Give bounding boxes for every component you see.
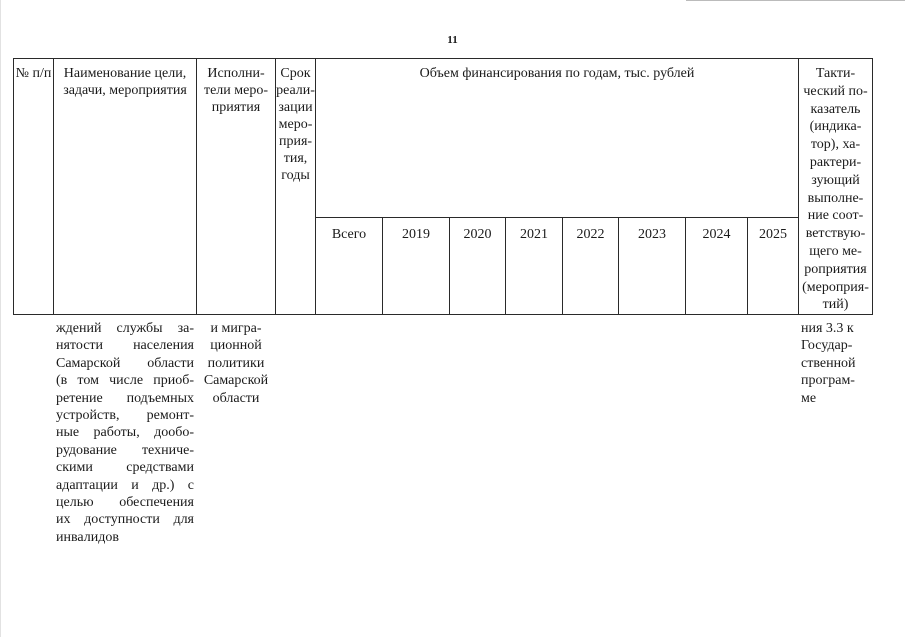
name-line: нятости населения xyxy=(56,338,194,354)
name-line: адаптации и др.) с xyxy=(56,477,194,493)
header-term-line: реали- xyxy=(276,83,315,98)
header-indicator-line: щего ме- xyxy=(809,243,862,259)
header-indicator-line: (мероприя- xyxy=(802,279,869,295)
name-line: ретение подъемных xyxy=(56,390,194,406)
header-term xyxy=(276,59,316,315)
header-funding: Объем финансирования по годам, тыс. рублей xyxy=(316,59,799,218)
name-line: их доступности для xyxy=(56,512,194,528)
row-name-cell xyxy=(56,320,194,546)
indicator-line: Государ- xyxy=(801,338,853,354)
header-term-line: зации xyxy=(278,100,313,115)
name-line: целью обеспечения xyxy=(56,495,194,511)
indicator-line: ния 3.3 к xyxy=(801,321,854,336)
header-year-2020: 2020 xyxy=(450,217,506,315)
header-executors: Исполни-тели меро-приятия xyxy=(197,59,276,315)
name-line: скими средствами xyxy=(56,460,194,476)
scan-edge-left xyxy=(0,0,1,637)
scan-edge xyxy=(686,0,905,1)
header-year-2019: 2019 xyxy=(383,217,450,315)
executor-line: ционной xyxy=(210,338,262,354)
indicator-line: програм- xyxy=(801,373,855,389)
name-line: (в том числе приоб- xyxy=(56,373,194,389)
header-indicator-line: выполне- xyxy=(807,190,864,206)
header-term-line: прия- xyxy=(278,134,313,149)
table-header xyxy=(13,58,873,315)
row-indicator-cell xyxy=(801,320,871,407)
header-indicator-line: казатель xyxy=(810,101,861,117)
header-num: № п/п xyxy=(14,59,54,315)
header-indicator-line: тор), ха- xyxy=(810,137,861,153)
name-line: рудование техниче- xyxy=(56,442,194,458)
name-line: ждений службы за- xyxy=(56,321,194,336)
header-indicator-line: ние соот- xyxy=(807,208,864,224)
header-term-line: Срок xyxy=(280,66,311,81)
name-line: Самарской области xyxy=(56,355,194,371)
executor-line: и мигра- xyxy=(210,321,262,336)
executor-line: области xyxy=(212,390,260,406)
header-term-line: годы xyxy=(281,168,310,183)
header-indicator-line: рактери- xyxy=(809,154,862,170)
header-indicator-line: ческий по- xyxy=(803,83,868,99)
name-line: ные работы, дообо- xyxy=(56,425,194,441)
executor-line: Самарской xyxy=(203,373,269,389)
row-executor-cell xyxy=(199,320,273,407)
header-indicator-line: Такти- xyxy=(815,66,856,81)
header-year-2024: 2024 xyxy=(686,217,748,315)
header-indicator-line: зующий xyxy=(811,172,860,188)
header-year-2022: 2022 xyxy=(563,217,619,315)
header-term-line: тия, xyxy=(283,151,308,166)
header-term-line: меро- xyxy=(278,117,313,132)
header-indicator-line: тий) xyxy=(822,297,849,313)
header-year-2021: 2021 xyxy=(506,217,563,315)
header-indicator xyxy=(799,59,873,315)
indicator-line: ственной xyxy=(801,355,856,371)
name-line: инвалидов xyxy=(56,529,119,545)
header-indicator-line: (индика- xyxy=(809,119,862,135)
header-total: Всего xyxy=(316,217,383,315)
header-year-2025: 2025 xyxy=(748,217,799,315)
header-name: Наименование цели, задачи, мероприятия xyxy=(54,59,197,315)
page-number: 11 xyxy=(447,34,458,46)
executor-line: политики xyxy=(207,355,265,371)
indicator-line: ме xyxy=(801,390,817,406)
header-year-2023: 2023 xyxy=(619,217,686,315)
name-line: устройств, ремонт- xyxy=(56,408,194,424)
header-indicator-line: роприятия xyxy=(804,261,867,277)
header-indicator-line: ветствую- xyxy=(805,226,866,242)
